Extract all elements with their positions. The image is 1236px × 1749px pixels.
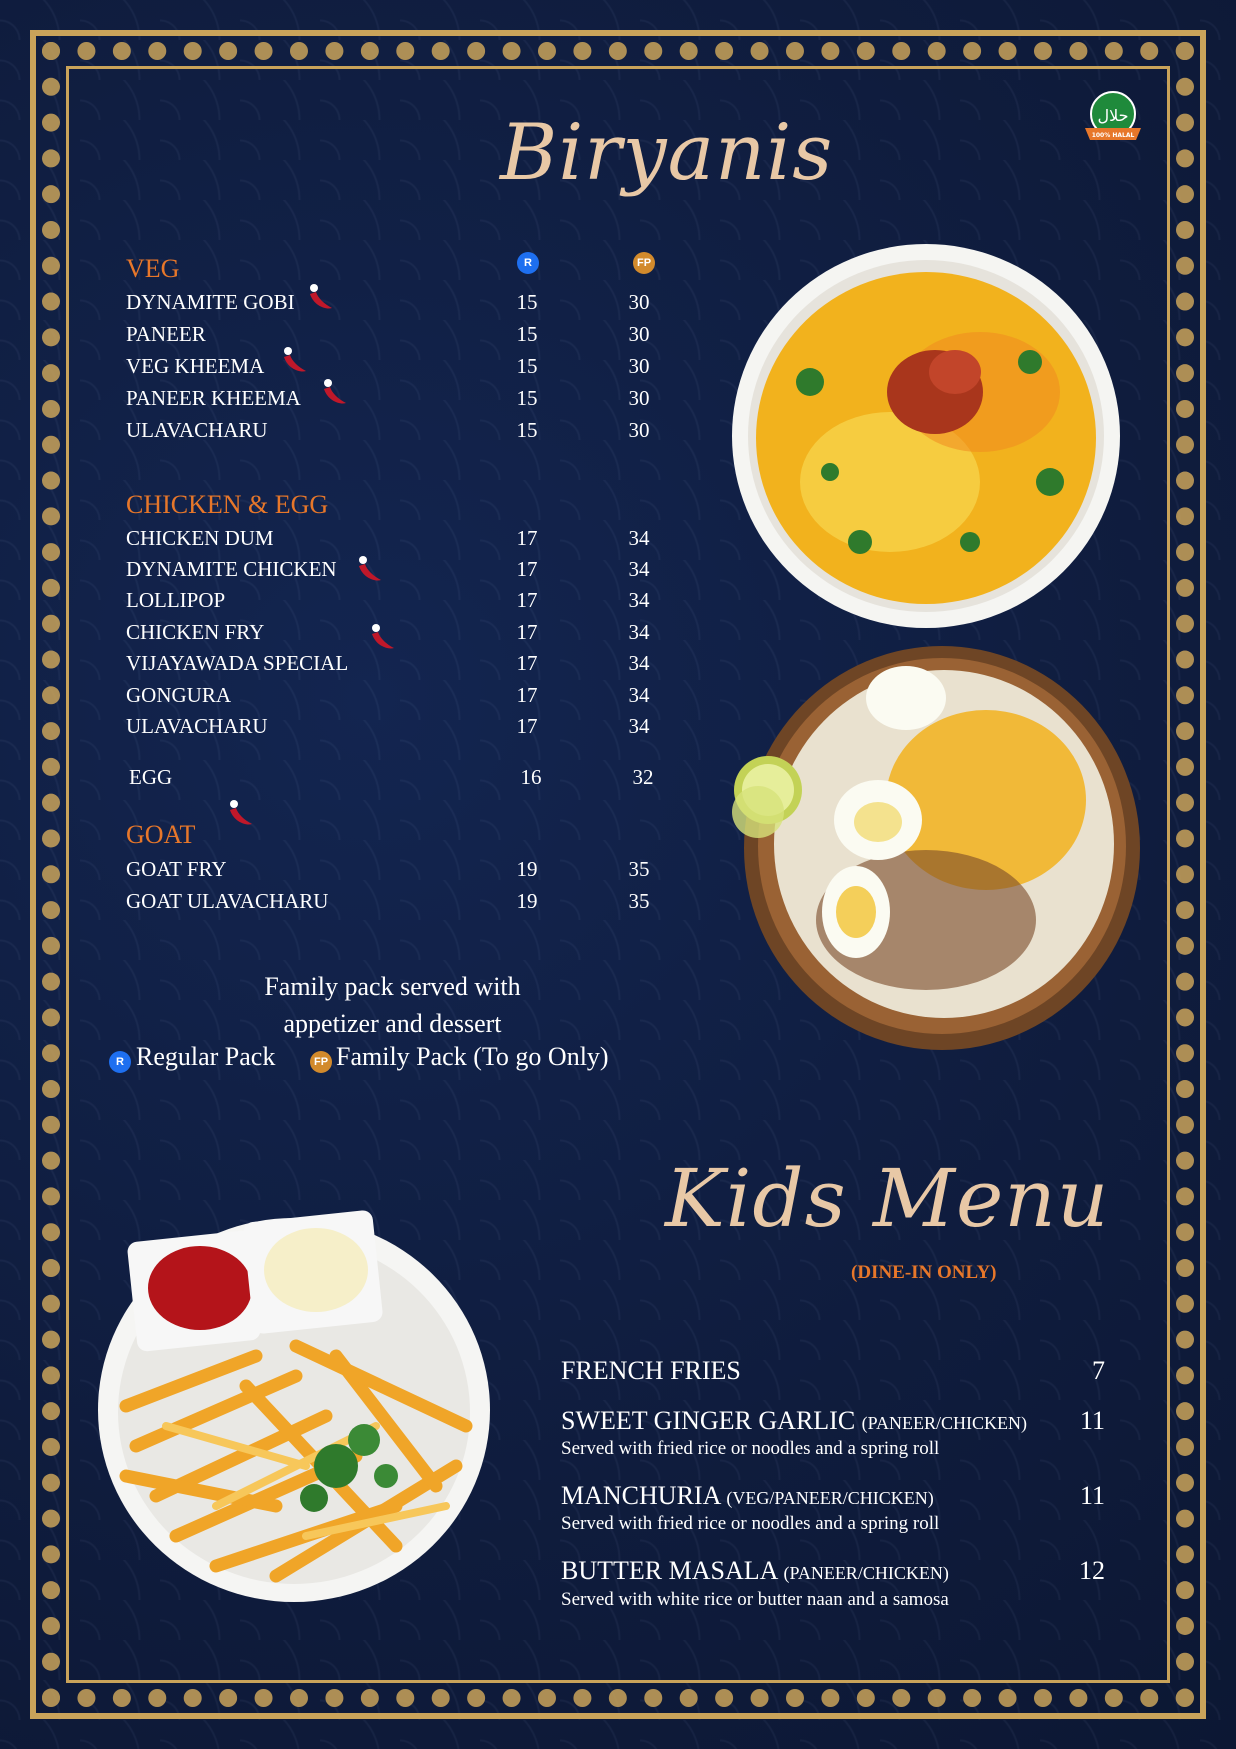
french-fries-image [96,1206,492,1606]
biryanis-title: Biryanis [500,108,834,198]
family-badge-icon: FP [310,1051,332,1073]
menu-item-ulavacharu: ULAVACHARU [126,418,268,442]
price-regular: 17 [516,714,538,738]
spicy-chili-icon [353,554,383,584]
price-family: 34 [628,557,650,581]
price-family: 34 [628,620,650,644]
price-regular: 19 [516,889,538,913]
price-family: 30 [628,290,650,314]
family-badge-icon: FP [633,252,655,274]
price-regular: 17 [516,588,538,612]
veg-heading: VEG [126,254,180,283]
price-family: 34 [628,526,650,550]
regular-badge-icon: R [109,1051,131,1073]
menu-item-goat-fry: GOAT FRY [126,857,227,881]
spicy-chili-icon [366,622,396,652]
menu-item-gongura: GONGURA [126,683,231,707]
svg-text:حلال: حلال [1097,106,1129,125]
kids-item-french-fries: FRENCH FRIES [561,1356,741,1385]
price-regular: 17 [516,620,538,644]
kids-item-description: Served with fried rice or noodles and a spring roll [561,1438,940,1459]
menu-item-dynamite-chicken: DYNAMITE CHICKEN [126,557,337,581]
price-family: 30 [628,418,650,442]
price-family: 32 [632,765,654,789]
kids-item-description: Served with fried rice or noodles and a spring roll [561,1513,940,1534]
menu-item-veg-kheema: VEG KHEEMA [126,354,265,378]
family-pack-note: Family pack served with [264,972,521,1001]
price-regular: 17 [516,683,538,707]
price-family: 30 [628,354,650,378]
price-regular: 16 [520,765,542,789]
price-family: 35 [628,857,650,881]
menu-item-paneer: PANEER [126,322,206,346]
spicy-chili-icon [278,345,308,375]
kids-menu-title: Kids Menu [665,1152,1110,1245]
kids-item-sweet-ginger-garlic: SWEET GINGER GARLIC (PANEER/CHICKEN) [561,1406,1028,1435]
spicy-chili-icon [224,798,254,828]
regular-pack-legend: Regular Pack [136,1042,276,1071]
kids-item-manchuria: MANCHURIA (VEG/PANEER/CHICKEN) [561,1481,934,1510]
price-family: 34 [628,651,650,675]
price-family: 35 [628,889,650,913]
chicken-egg-heading: CHICKEN & EGG [126,490,329,519]
menu-item-goat-ulavacharu: GOAT ULAVACHARU [126,889,329,913]
kids-menu-subtitle: (DINE-IN ONLY) [851,1262,997,1283]
kids-price: 7 [1092,1356,1105,1385]
price-family: 34 [628,714,650,738]
price-regular: 19 [516,857,538,881]
goat-heading: GOAT [126,820,196,849]
kids-item-description: Served with white rice or butter naan and a samosa [561,1589,949,1610]
price-regular: 15 [516,386,538,410]
menu-item-lollipop: LOLLIPOP [126,588,226,612]
menu-item-egg: EGG [129,765,173,789]
spicy-chili-icon [318,377,348,407]
menu-item-chicken-dum: CHICKEN DUM [126,526,274,550]
regular-badge-icon: R [517,252,539,274]
price-family: 30 [628,322,650,346]
chicken-egg-biryani-image [726,640,1146,1056]
kids-price: 11 [1079,1481,1105,1510]
price-regular: 15 [516,322,538,346]
menu-item-ulavacharu: ULAVACHARU [126,714,268,738]
price-family: 30 [628,386,650,410]
price-regular: 17 [516,526,538,550]
price-regular: 15 [516,418,538,442]
menu-item-chicken-fry: CHICKEN FRY [126,620,265,644]
price-family: 34 [628,683,650,707]
price-family: 34 [628,588,650,612]
price-regular: 15 [516,354,538,378]
menu-item-dynamite-gobi: DYNAMITE GOBI [126,290,295,314]
veg-biryani-image [730,242,1122,630]
family-pack-legend: Family Pack (To go Only) [336,1042,609,1071]
spicy-chili-icon [304,282,334,312]
menu-item-paneer-kheema: PANEER KHEEMA [126,386,301,410]
family-pack-note: appetizer and dessert [283,1009,502,1038]
price-regular: 17 [516,557,538,581]
kids-price: 11 [1079,1406,1105,1435]
menu-item-vijayawada-special: VIJAYAWADA SPECIAL [126,651,349,675]
kids-price: 12 [1079,1556,1105,1585]
svg-text:100% HALAL: 100% HALAL [1091,132,1135,139]
price-regular: 15 [516,290,538,314]
halal-logo [1082,88,1144,150]
price-regular: 17 [516,651,538,675]
kids-item-butter-masala: BUTTER MASALA (PANEER/CHICKEN) [561,1556,949,1585]
